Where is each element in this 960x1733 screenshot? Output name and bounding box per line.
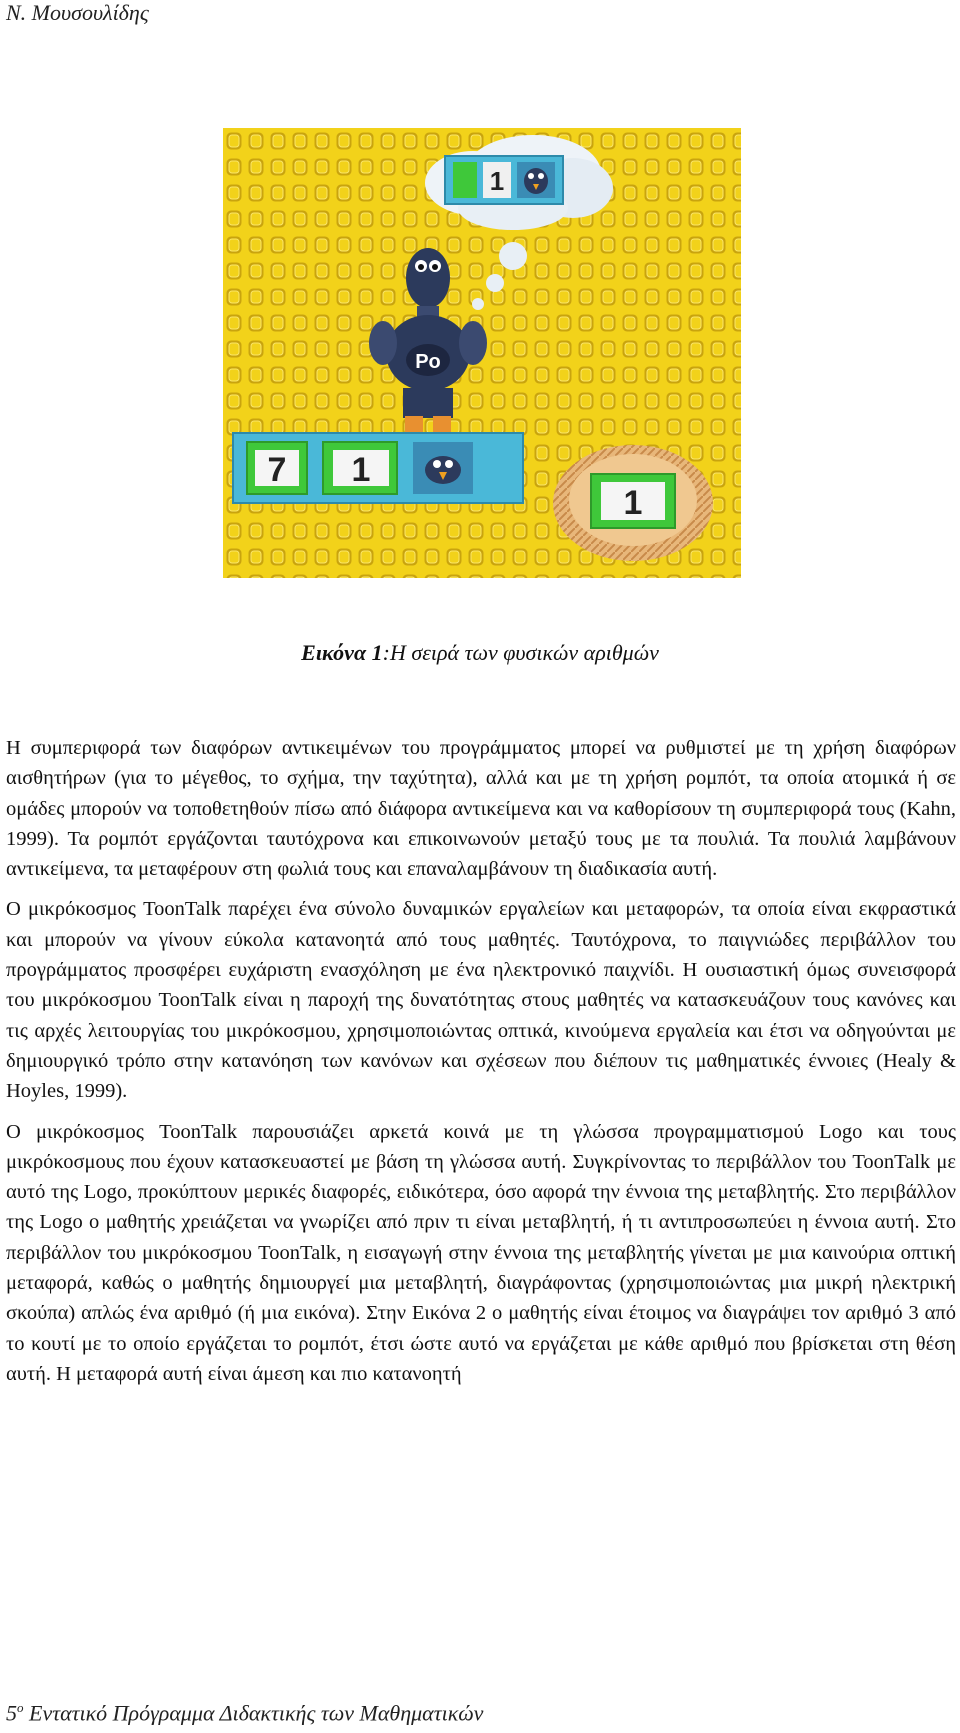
footer-ordinal-suffix: ο	[17, 1700, 24, 1715]
figure-caption	[0, 640, 960, 666]
box-value-2: 1	[351, 451, 371, 489]
number-box	[233, 433, 523, 503]
paragraph: Ο μικρόκοσμος ToonTalk παρουσιάζει αρκετά κοινά με τη γλώσσα προγραμματισμού Logo και τους μικρόκοσμους που έχουν κατασκευαστεί με βάση τη γλώσσα αυτή. Συγκρίνοντας το περιβάλλον του ToonTalk με αυτό της Logo, προκύπτουν μερικές διαφορές, ειδικότερα, όσο αφορά την έννοια της μεταβλητής. Στο περιβάλλον της Logo ο μαθητής χρειάζεται να γνωρίζει από πριν τι είναι μεταβλητή, ή τι αντιπροσωπεύει η έννοια αυτή. Στο περιβάλλον του μικρόκοσμου ToonTalk, η εισαγωγή στην έννοια της μεταβλητής γίνεται με μια καινούρια οπτική μεταφορά, καθώς ο μαθητής δημιουργεί μια μεταβλητή, διαγράφοντας (χρησιμοποιώντας μια μικρή ηλεκτρική σκούπα) απλώς ένα αριθμό (ή μια εικόνα). Στην Εικόνα 2 ο μαθητής είναι έτοιμος να διαγράψει τον αριθμό 3 από το κουτί με το οποίο εργάζεται το ρομπότ, έτσι ώστε αυτό να εργάζεται με κάθε αριθμό που βρίσκεται στη θέση αυτή. Η μεταφορά αυτή είναι άμεση και πιο κατανοητή	[6, 1120, 956, 1385]
footer-text: Εντατικό Πρόγραμμα Διδακτικής των Μαθηματικών	[23, 1700, 484, 1726]
nest-number: 1	[623, 484, 643, 522]
figure-caption-text: :Η σειρά των φυσικών αριθμών	[382, 640, 659, 665]
footer-ordinal: 5	[6, 1700, 17, 1726]
paragraph: Ο μικρόκοσμος ToonTalk παρέχει ένα σύνολο δυναμικών εργαλείων και μεταφορών, τα οποία είναι εκφραστικά και μπορούν να γίνουν εύκολα κατανοητά από τους μαθητές. Ταυτόχρονα, το παιγνιώδες περιβάλλον του προγράμματος προσφέρει ευχάριστη ενασχόληση με ένα ηλεκτρονικό παιχνίδι. Η ουσιαστική όμως συνεισφορά του μικρόκοσμου ToonTalk είναι η παροχή της δυνατότητας στους μαθητές να κατασκευάζουν τους κανόνες και τις αρχές λειτουργίας του μικρόκοσμου, χρησιμοποιώντας οπτικά, κινούμενα εργαλεία και έτσι να οδηγούνται με δημιουργικό τρόπο στην κατανόηση των κανόνων και σχέσεων που διέπουν τις μαθηματικές έννοιες (Healy & Hoyles, 1999).	[6, 898, 956, 1103]
thought-number: 1	[489, 166, 505, 196]
toontalk-figure	[223, 128, 741, 578]
page-header-author: Ν. Μουσουλίδης	[6, 0, 149, 25]
paragraph: Η συμπεριφορά των διαφόρων αντικειμένων του προγράμματος μπορεί να ρυθμιστεί με τη χρήση διαφόρων αισθητήρων (για το μέγεθος, το σχήμα, την ταχύτητα), αλλά και με τη χρήση ρομπότ, τα οποία ατομικά ή σε ομάδες μπορούν να τοποθετηθούν πίσω από διάφορα αντικείμενα και να καθορίσουν τη συμπεριφορά τους (Kahn, 1999). Τα ρομπότ εργάζονται ταυτόχρονα και επικοινωνούν μεταξύ τους με τα πουλιά. Τα πουλιά λαμβάνουν αντικείμενα, τα μεταφέρουν στη φωλιά τους και επαναλαμβάνουν τη διαδικασία αυτή.	[6, 737, 956, 881]
figure-caption-label: Εικόνα 1	[301, 640, 383, 665]
nest	[553, 445, 713, 561]
page-footer	[6, 1700, 483, 1726]
box-value-1: 7	[267, 451, 287, 489]
thought-green-box	[453, 162, 477, 198]
body-text	[6, 733, 956, 1399]
bird-icon	[524, 168, 548, 194]
robot-label: Po	[415, 351, 441, 373]
